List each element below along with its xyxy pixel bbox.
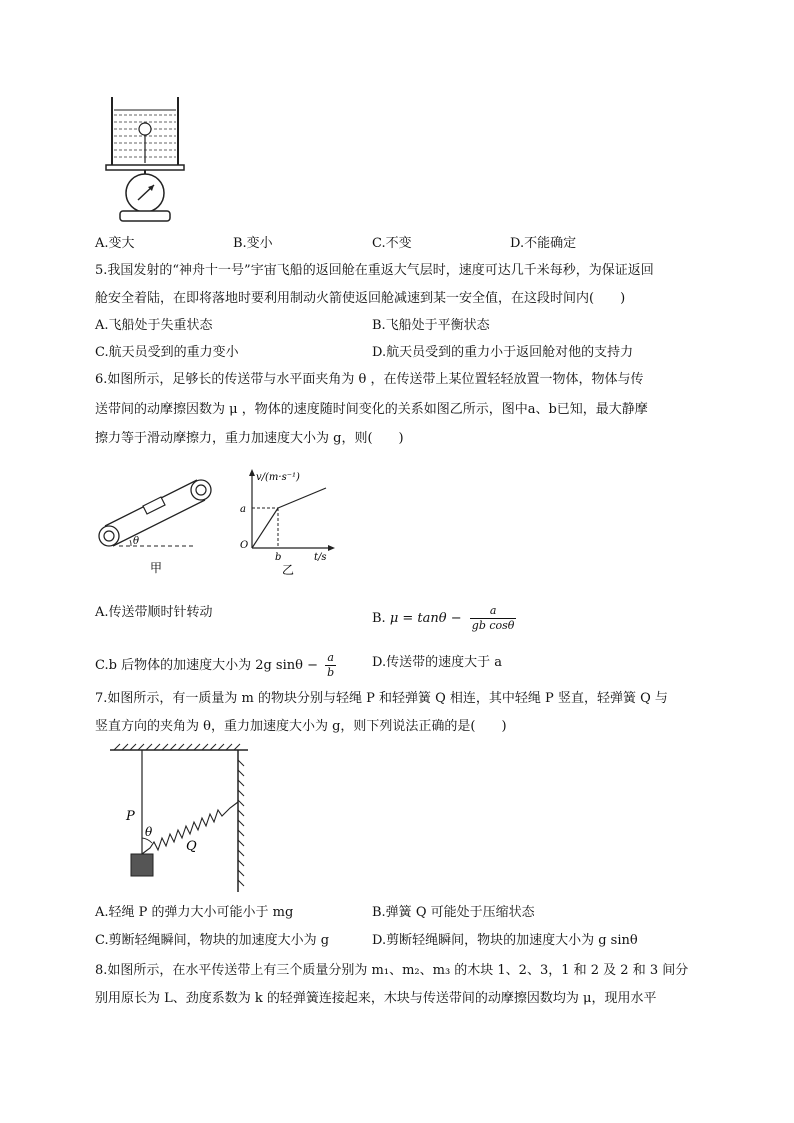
q8-stem-line1: 8.如图所示，在水平传送带上有三个质量分别为 m₁、m₂、m₃ 的木块 1、2、3，1 和 2 及 2 和 3 间分	[95, 963, 689, 978]
q7-option-c: C.剪断轻绳瞬间，物块的加速度大小为 g	[95, 933, 330, 948]
q6-fig-jia-caption: 甲	[150, 561, 163, 575]
q6-theta-label: θ	[133, 536, 140, 547]
q5-option-a: A.飞船处于失重状态	[95, 318, 213, 333]
q7-theta-label: θ	[145, 825, 153, 839]
q7-option-a: A.轻绳 P 的弹力大小可能小于 mg	[95, 905, 294, 920]
q4-option-c: C.不变	[372, 236, 412, 251]
q6-stem-line3: 擦力等于滑动摩擦力，重力加速度大小为 g，则( )	[95, 431, 404, 446]
q6-option-d: D.传送带的速度大于 a	[372, 655, 502, 670]
q6-graph-a-label: a	[240, 504, 246, 515]
q6-option-b-prefix: B.	[372, 611, 386, 626]
q6-graph-ylabel: v/(m·s⁻¹)	[256, 472, 300, 483]
q5-option-d: D.航天员受到的重力小于返回舱对他的支持力	[372, 345, 634, 360]
q6-option-c-numerator: a	[325, 651, 336, 666]
q7-stem-line1: 7.如图所示，有一质量为 m 的物块分别与轻绳 P 和轻弹簧 Q 相连，其中轻绳 P 竖直，轻弹簧 Q 与	[95, 691, 668, 706]
q4-option-b: B.变小	[233, 236, 273, 251]
q7-P-label: P	[126, 809, 135, 824]
q6-option-b-denominator: gb cosθ	[471, 619, 515, 632]
q6-option-c	[95, 651, 336, 680]
q6-option-b	[372, 604, 516, 633]
q4-option-a: A.变大	[95, 236, 135, 251]
q6-graph-o-label: O	[240, 540, 249, 551]
q7-option-b: B.弹簧 Q 可能处于压缩状态	[372, 905, 535, 920]
q5-stem-line1: 5.我国发射的“神舟十一号”宇宙飞船的返回舱在重返大气层时，速度可达几千米每秒，为保证返回	[95, 263, 654, 278]
q5-stem-line2: 舱安全着陆，在即将落地时要利用制动火箭使返回舱减速到某一安全值，在这段时间内( )	[95, 291, 626, 306]
q7-stem-line2: 竖直方向的夹角为 θ，重力加速度大小为 g，则下列说法正确的是( )	[95, 719, 507, 734]
q6-figure-conveyor	[95, 468, 225, 578]
q6-option-b-formula: μ = tanθ −	[389, 611, 462, 626]
q7-Q-label: Q	[186, 839, 197, 854]
q6-figure-vt-graph	[232, 466, 342, 578]
q6-stem-line2: 送带间的动摩擦因数为 μ ，物体的速度随时间变化的关系如图乙所示，图中a、b已知，最大静摩	[95, 402, 648, 417]
q7-figure-rope-spring	[100, 742, 250, 897]
q7-option-d: D.剪断轻绳瞬间，物块的加速度大小为 g sinθ	[372, 933, 638, 948]
q6-option-c-text: C.b 后物体的加速度大小为 2g sinθ −	[95, 658, 318, 673]
q6-stem-line1: 6.如图所示，足够长的传送带与水平面夹角为 θ ，在传送带上某位置轻轻放置一物体，物体与传	[95, 372, 644, 387]
q6-option-c-denominator: b	[327, 666, 335, 679]
q6-fig-yi-caption: 乙	[282, 563, 295, 577]
q6-option-b-numerator: a	[470, 604, 517, 619]
q5-option-c: C.航天员受到的重力变小	[95, 345, 239, 360]
q6-graph-xlabel: t/s	[314, 552, 327, 563]
q8-stem-line2: 别用原长为 L、劲度系数为 k 的轻弹簧连接起来，木块与传送带间的动摩擦因数均为 μ，现用水平	[95, 991, 657, 1006]
q6-graph-b-label: b	[275, 552, 282, 563]
q5-option-b: B.飞船处于平衡状态	[372, 318, 490, 333]
q4-option-d: D.不能确定	[510, 236, 577, 251]
q4-figure-scale	[100, 95, 190, 225]
q6-option-a: A.传送带顺时针转动	[95, 605, 213, 620]
